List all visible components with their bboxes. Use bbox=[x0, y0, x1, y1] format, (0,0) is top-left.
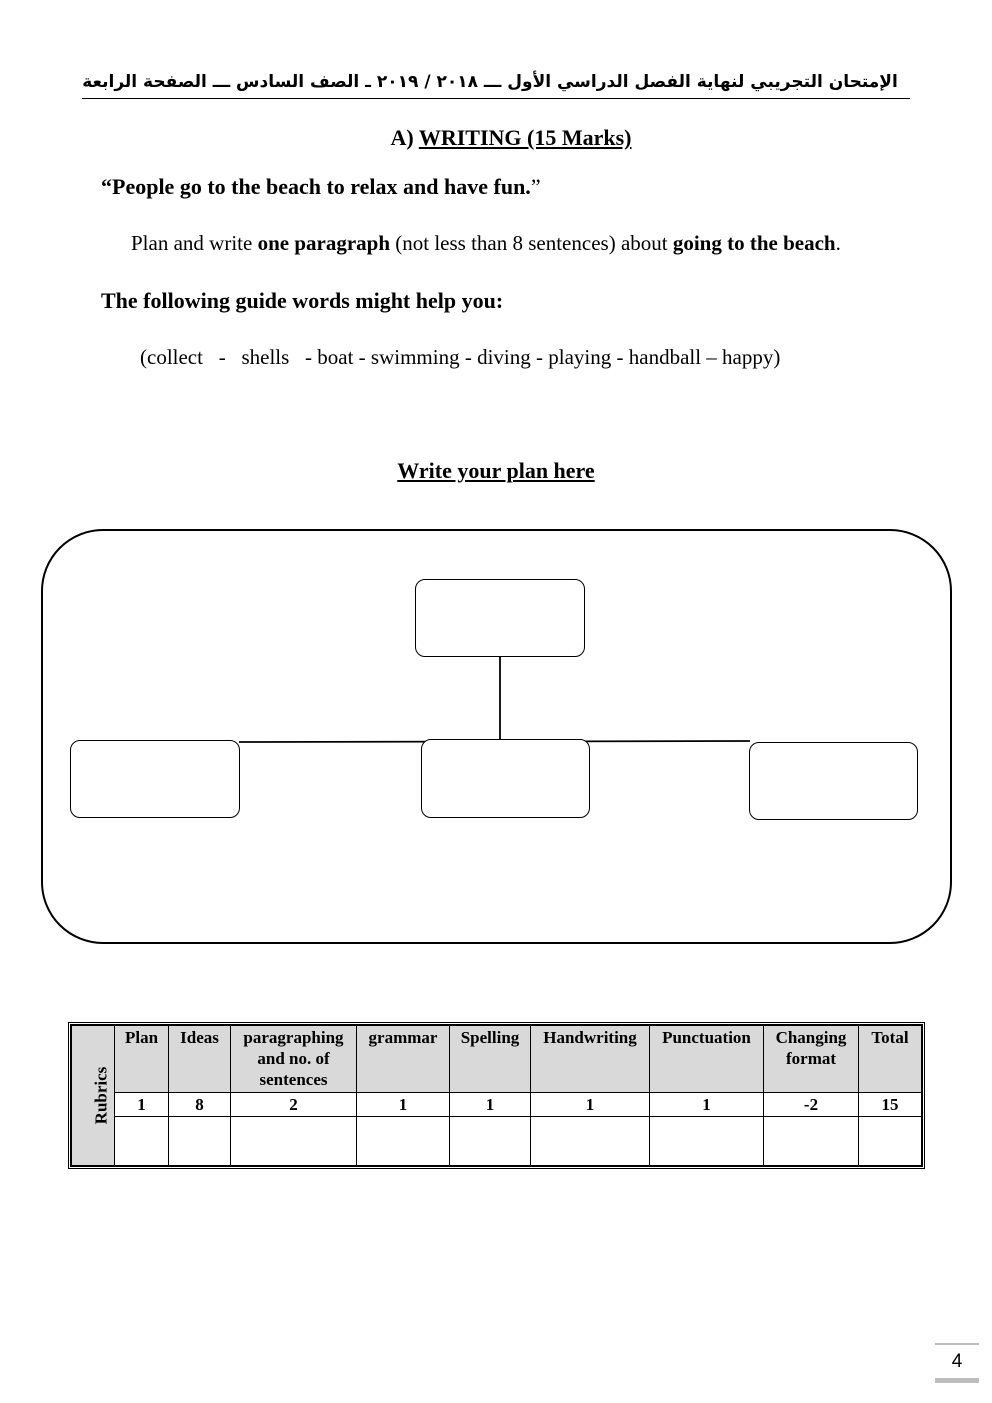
rubrics-score-row bbox=[72, 1117, 922, 1166]
rubrics-side-cell bbox=[72, 1026, 115, 1166]
rubric-mark: 1 bbox=[450, 1093, 531, 1117]
rubrics-header-row bbox=[72, 1026, 922, 1093]
instruction-bold-1: one paragraph bbox=[257, 231, 390, 255]
rubric-mark: 1 bbox=[531, 1093, 650, 1117]
rubric-header: Spelling bbox=[450, 1026, 531, 1093]
instruction-part-1: Plan and write bbox=[131, 231, 258, 255]
open-quote: “ bbox=[101, 174, 112, 199]
score-cell[interactable] bbox=[115, 1117, 169, 1166]
rubric-header: Handwriting bbox=[531, 1026, 650, 1093]
score-cell[interactable] bbox=[231, 1117, 357, 1166]
page-number: 4 bbox=[951, 1351, 963, 1372]
instruction-part-3: . bbox=[835, 231, 841, 255]
rubric-header: Changing format bbox=[764, 1026, 859, 1093]
guide-label: The following guide words might help you: bbox=[101, 288, 504, 313]
plan-box-right[interactable] bbox=[749, 742, 918, 820]
instruction-part-2: (not less than 8 sentences) about bbox=[390, 231, 673, 255]
rubric-mark: 2 bbox=[231, 1093, 357, 1117]
rubric-header: Total bbox=[859, 1026, 922, 1093]
guide-words: (collect - shells - boat - swimming - diving - playing - handball – happy) bbox=[140, 345, 781, 369]
plan-box-left[interactable] bbox=[70, 740, 240, 818]
prompt-text: People go to the beach to relax and have fun. bbox=[112, 174, 531, 199]
score-cell[interactable] bbox=[169, 1117, 231, 1166]
rubrics-table bbox=[71, 1025, 922, 1166]
plan-heading: Write your plan here bbox=[397, 458, 595, 483]
rubric-header: Plan bbox=[115, 1026, 169, 1093]
section-title-text: WRITING (15 Marks) bbox=[418, 125, 632, 150]
rubric-mark: 1 bbox=[115, 1093, 169, 1117]
close-quote: ” bbox=[530, 174, 541, 199]
rubric-header: grammar bbox=[357, 1026, 450, 1093]
score-cell[interactable] bbox=[450, 1117, 531, 1166]
score-cell[interactable] bbox=[859, 1117, 922, 1166]
page-number-rule-bottom bbox=[935, 1378, 979, 1383]
exam-header: الإمتحان التجريبي لنهاية الفصل الدراسي الأول ـــ ٢٠١٨ / ٢٠١٩ ـ الصف السادس ـــ الصفحة الرابعة bbox=[82, 72, 898, 92]
rubrics-side-label: Rubrics bbox=[91, 1066, 111, 1125]
plan-box-main[interactable] bbox=[415, 579, 585, 657]
rubric-header: Ideas bbox=[169, 1026, 231, 1093]
instruction-bold-2: going to the beach bbox=[672, 231, 836, 255]
rubric-header: Punctuation bbox=[650, 1026, 764, 1093]
rubric-mark: -2 bbox=[764, 1093, 859, 1117]
page-number-rule-top bbox=[935, 1343, 979, 1345]
score-cell[interactable] bbox=[357, 1117, 450, 1166]
rubric-mark: 15 bbox=[859, 1093, 922, 1117]
score-cell[interactable] bbox=[650, 1117, 764, 1166]
rubric-mark: 8 bbox=[169, 1093, 231, 1117]
section-prefix: A) bbox=[390, 125, 419, 150]
rubric-mark: 1 bbox=[650, 1093, 764, 1117]
rubric-mark: 1 bbox=[357, 1093, 450, 1117]
plan-box-center[interactable] bbox=[421, 739, 590, 818]
score-cell[interactable] bbox=[531, 1117, 650, 1166]
score-cell[interactable] bbox=[764, 1117, 859, 1166]
rubrics-marks-row bbox=[72, 1093, 922, 1117]
rubric-header: paragraphing and no. of sentences bbox=[231, 1026, 357, 1093]
